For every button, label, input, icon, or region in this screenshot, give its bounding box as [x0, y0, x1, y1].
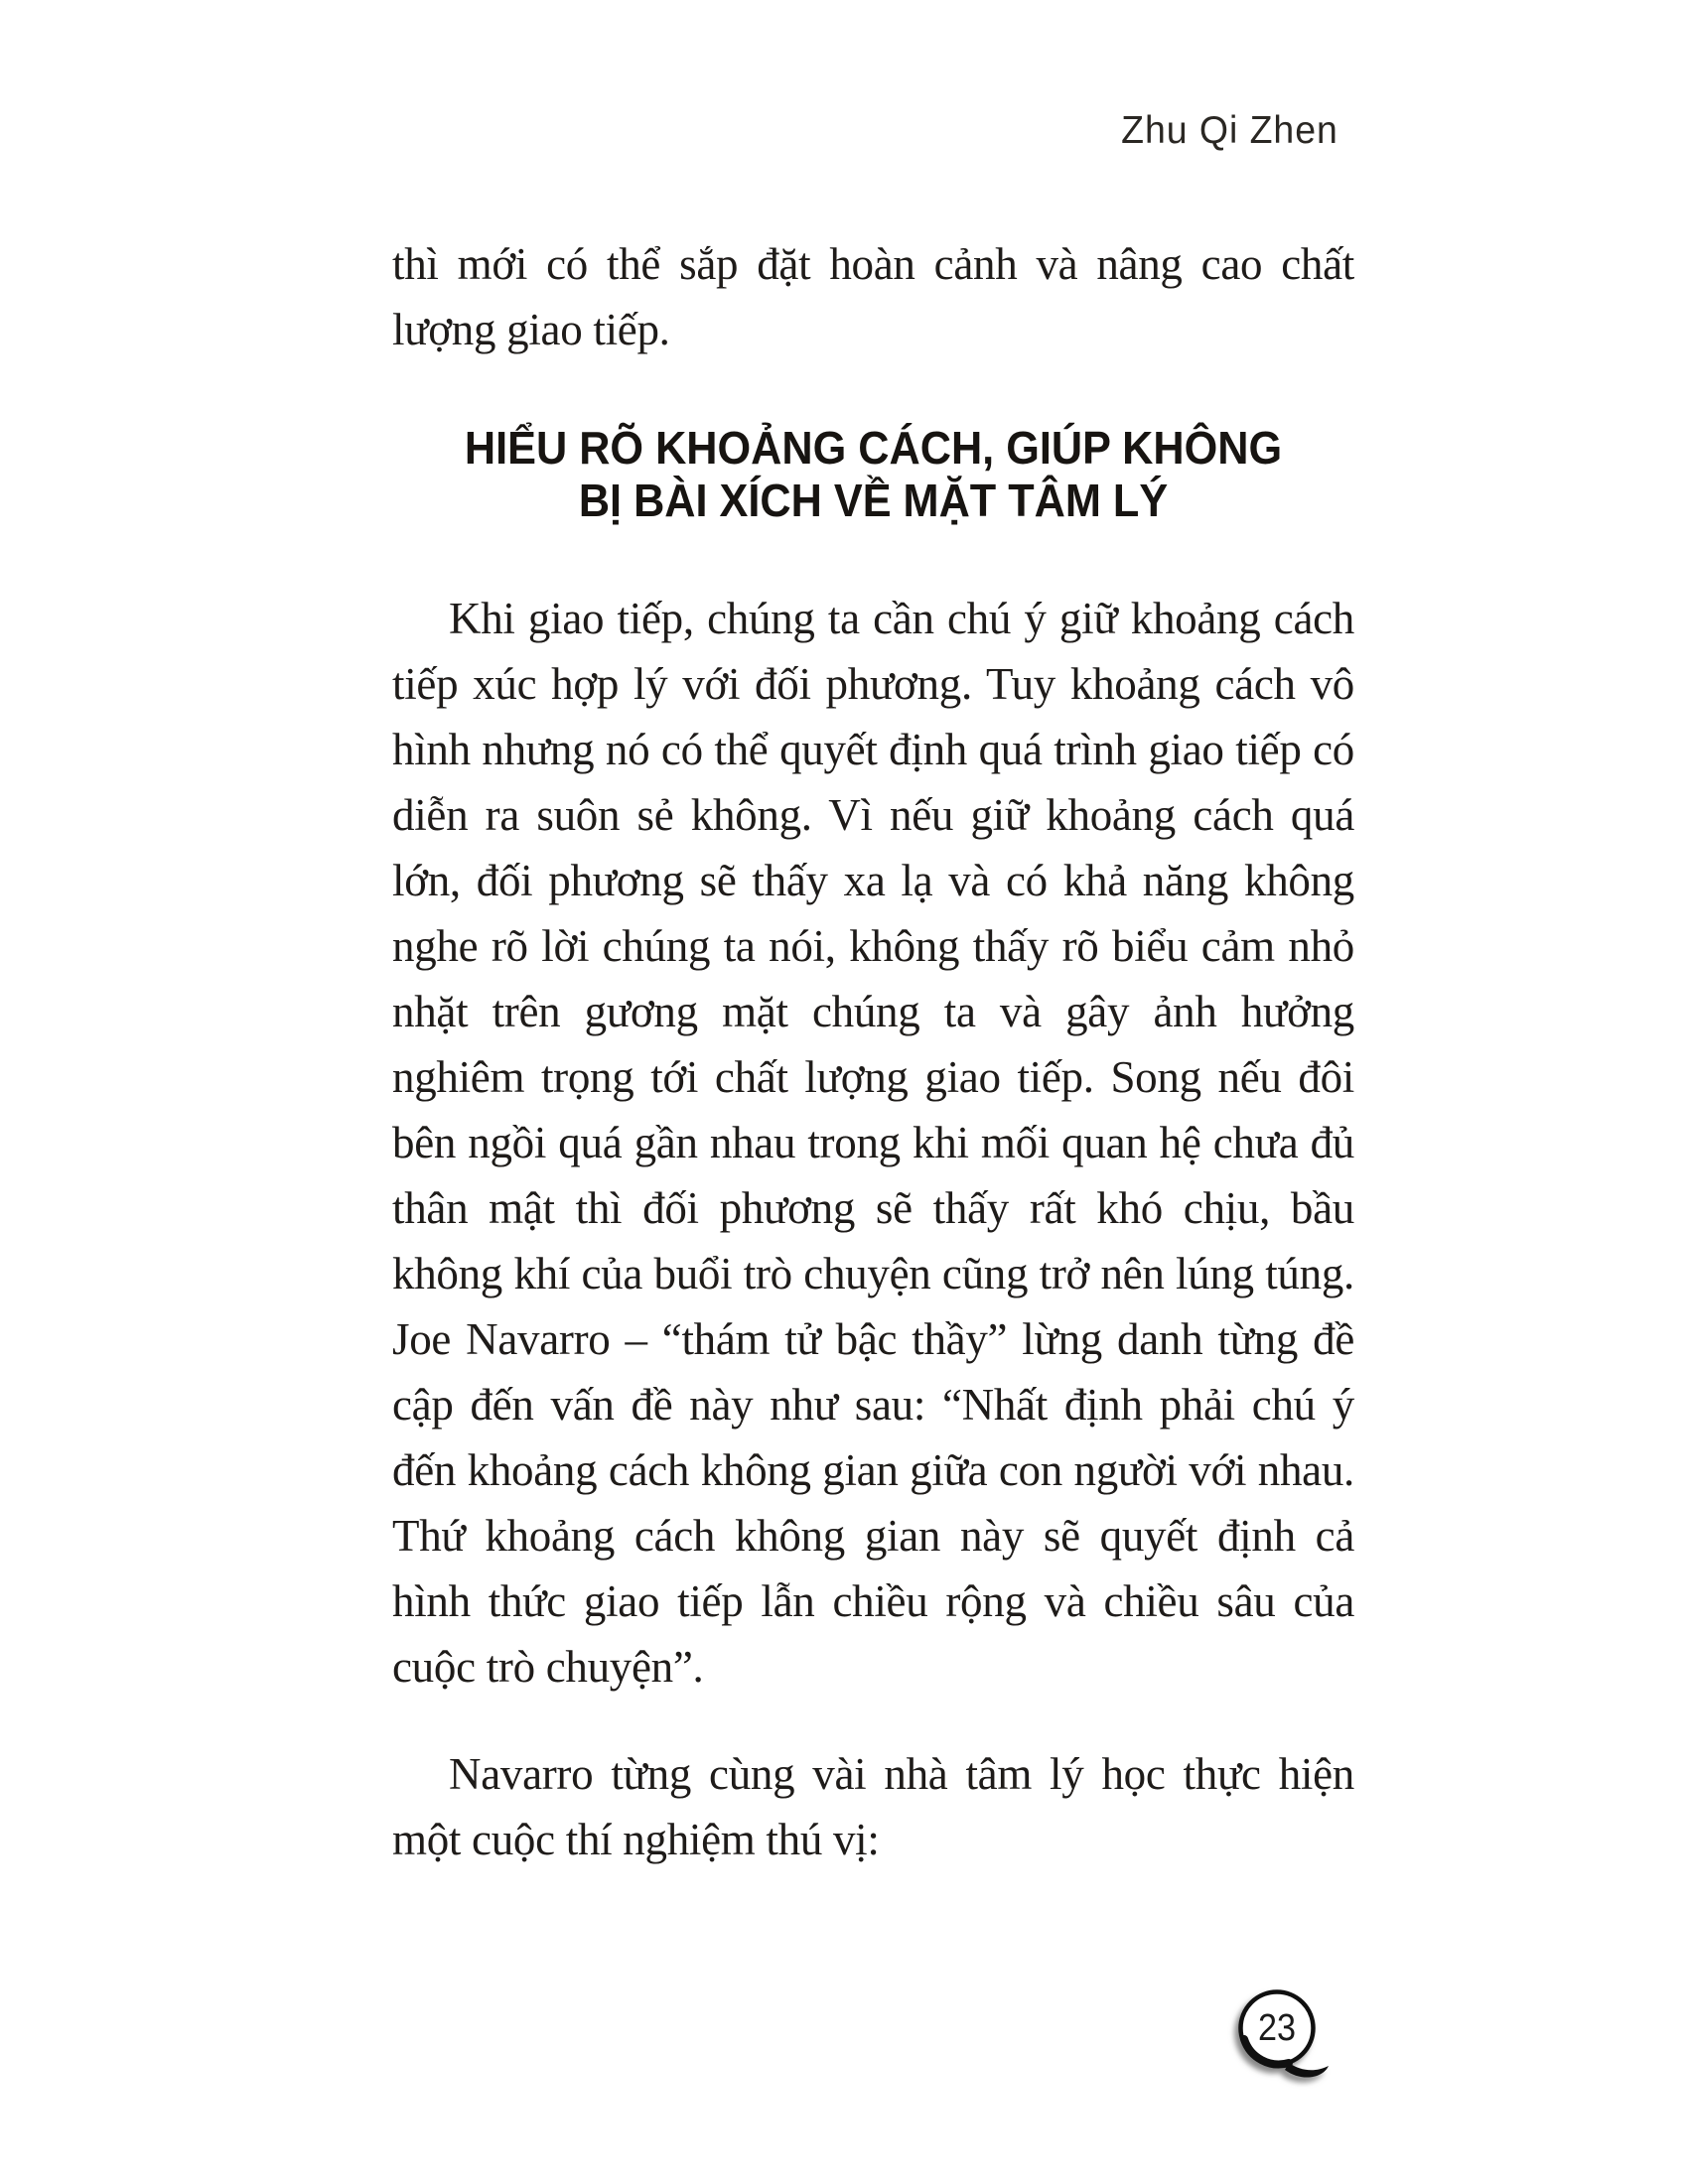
section-heading-line-2: BỊ BÀI XÍCH VỀ MẶT TÂM LÝ: [578, 475, 1169, 526]
continuation-paragraph: thì mới có thể sắp đặt hoàn cảnh và nâng cao chất lượng giao tiếp.: [392, 239, 1354, 354]
page-number-badge: [1237, 1987, 1336, 2087]
body-paragraph: Khi giao tiếp, chúng ta cần chú ý giữ khoảng cách tiếp xúc hợp lý với đối phương. Tuy khoảng cách vô hình nhưng nó có thể quyết định quá trình giao tiếp có diễn ra suôn sẻ không. Vì nếu giữ khoảng cách quá lớn, đối phương sẽ thấy xa lạ và có khả năng không nghe rõ lời chúng ta nói, không thấy rõ biểu cảm nhỏ nhặt trên gương mặt chúng ta và gây ảnh hưởng nghiêm trọng tới chất lượng giao tiếp. Song nếu đôi bên ngồi quá gần nhau trong khi mối quan hệ chưa đủ thân mật thì đối phương sẽ thấy rất khó chịu, bầu không khí của buổi trò chuyện cũng trở nên lúng túng. Joe Navarro – “thám tử bậc thầy” lừng danh từng đề cập đến vấn đề này như sau: “Nhất định phải chú ý đến khoảng cách không gian giữa con người với nhau. Thứ khoảng cách không gian này sẽ quyết định cả hình thức giao tiếp lẫn chiều rộng và chiều sâu của cuộc trò chuyện”.: [392, 594, 1354, 1692]
body-paragraph: Navarro từng cùng vài nhà tâm lý học thực hiện một cuộc thí nghiệm thú vị:: [392, 1749, 1354, 1864]
section-heading: [392, 422, 1354, 527]
page-content: [392, 0, 1354, 1872]
running-header: Zhu Qi Zhen: [1121, 109, 1338, 152]
page-number: 23: [1257, 2006, 1297, 2049]
section-heading-line-1: HIỂU RÕ KHOẢNG CÁCH, GIÚP KHÔNG: [464, 422, 1283, 474]
